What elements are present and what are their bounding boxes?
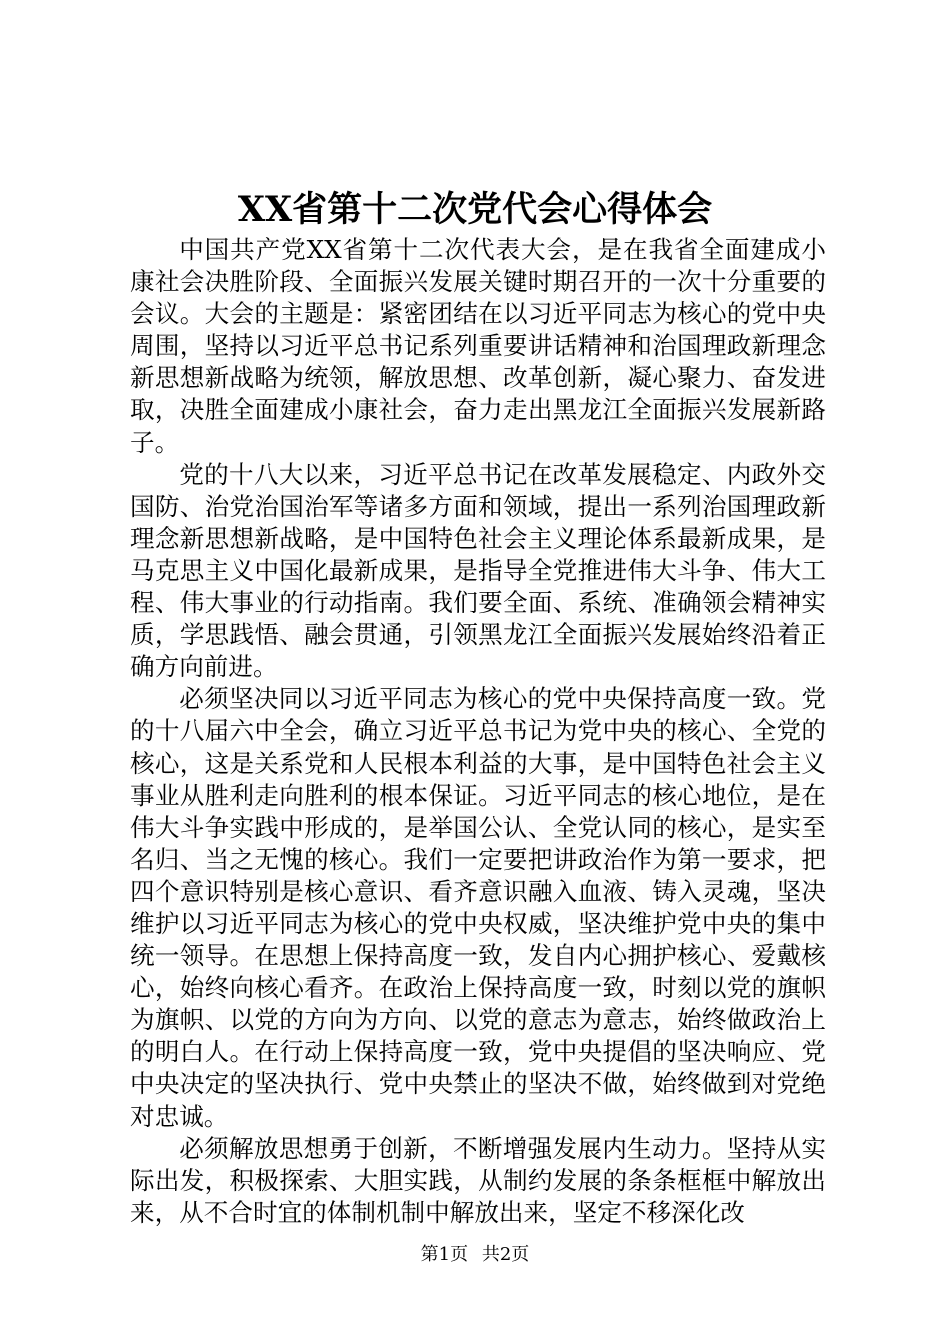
page-footer [0,1242,950,1268]
paragraph-1: 中国共产党XX省第十二次代表大会，是在我省全面建成小康社会决胜阶段、全面振兴发展关键时期召开的一次十分重要的会议。大会的主题是：紧密团结在以习近平同志为核心的党中央周围，坚持以习近平总书记系列重要讲话精神和治国理政新理念新思想新战略为统领，解放思想、改革创新，凝心聚力、奋发进取，决胜全面建成小康社会，奋力走出黑龙江全面振兴发展新路子。 [130,235,826,457]
document-title: XX省第十二次党代会心得体会 [237,189,713,230]
paragraph-2: 党的十八大以来，习近平总书记在改革发展稳定、内政外交国防、治党治国治军等诸多方面和领域，提出一系列治国理政新理念新思想新战略，是中国特色社会主义理论体系最新成果，是马克思主义中国化最新成果，是指导全党推进伟大斗争、伟大工程、伟大事业的行动指南。我们要全面、系统、准确领会精神实质，学思践悟、融会贯通，引领黑龙江全面振兴发展始终沿着正确方向前进。 [130,459,826,682]
page-number-total: 共2页 [481,1244,530,1265]
paragraph-3: 必须坚决同以习近平同志为核心的党中央保持高度一致。党的十八届六中全会，确立习近平总书记为党中央的核心、全党的核心，这是关系党和人民根本利益的大事，是中国特色社会主义事业从胜利走向胜利的根本保证。习近平同志的核心地位，是在伟大斗争实践中形成的，是举国公认、全党认同的核心，是实至名归、当之无愧的核心。我们一定要把讲政治作为第一要求，把四个意识特别是核心意识、看齐意识融入血液、铸入灵魂，坚决维护以习近平同志为核心的党中央权威，坚决维护党中央的集中统一领导。在思想上保持高度一致，发自内心拥护核心、爱戴核心，始终向核心看齐。在政治上保持高度一致，时刻以党的旗帜为旗帜、以党的方向为方向、以党的意志为意志，始终做政治上的明白人。在行动上保持高度一致，党中央提倡的坚决响应、党中央决定的坚决执行、党中央禁止的坚决不做，始终做到对党绝对忠诚。 [130,684,826,1131]
document-body [130,234,826,1229]
page-number-current: 第1页 [420,1244,469,1265]
paragraph-4: 必须解放思想勇于创新，不断增强发展内生动力。坚持从实际出发，积极探索、大胆实践，从制约发展的条条框框中解放出来，从不合时宜的体制机制中解放出来，坚定不移深化改 [130,1133,826,1227]
